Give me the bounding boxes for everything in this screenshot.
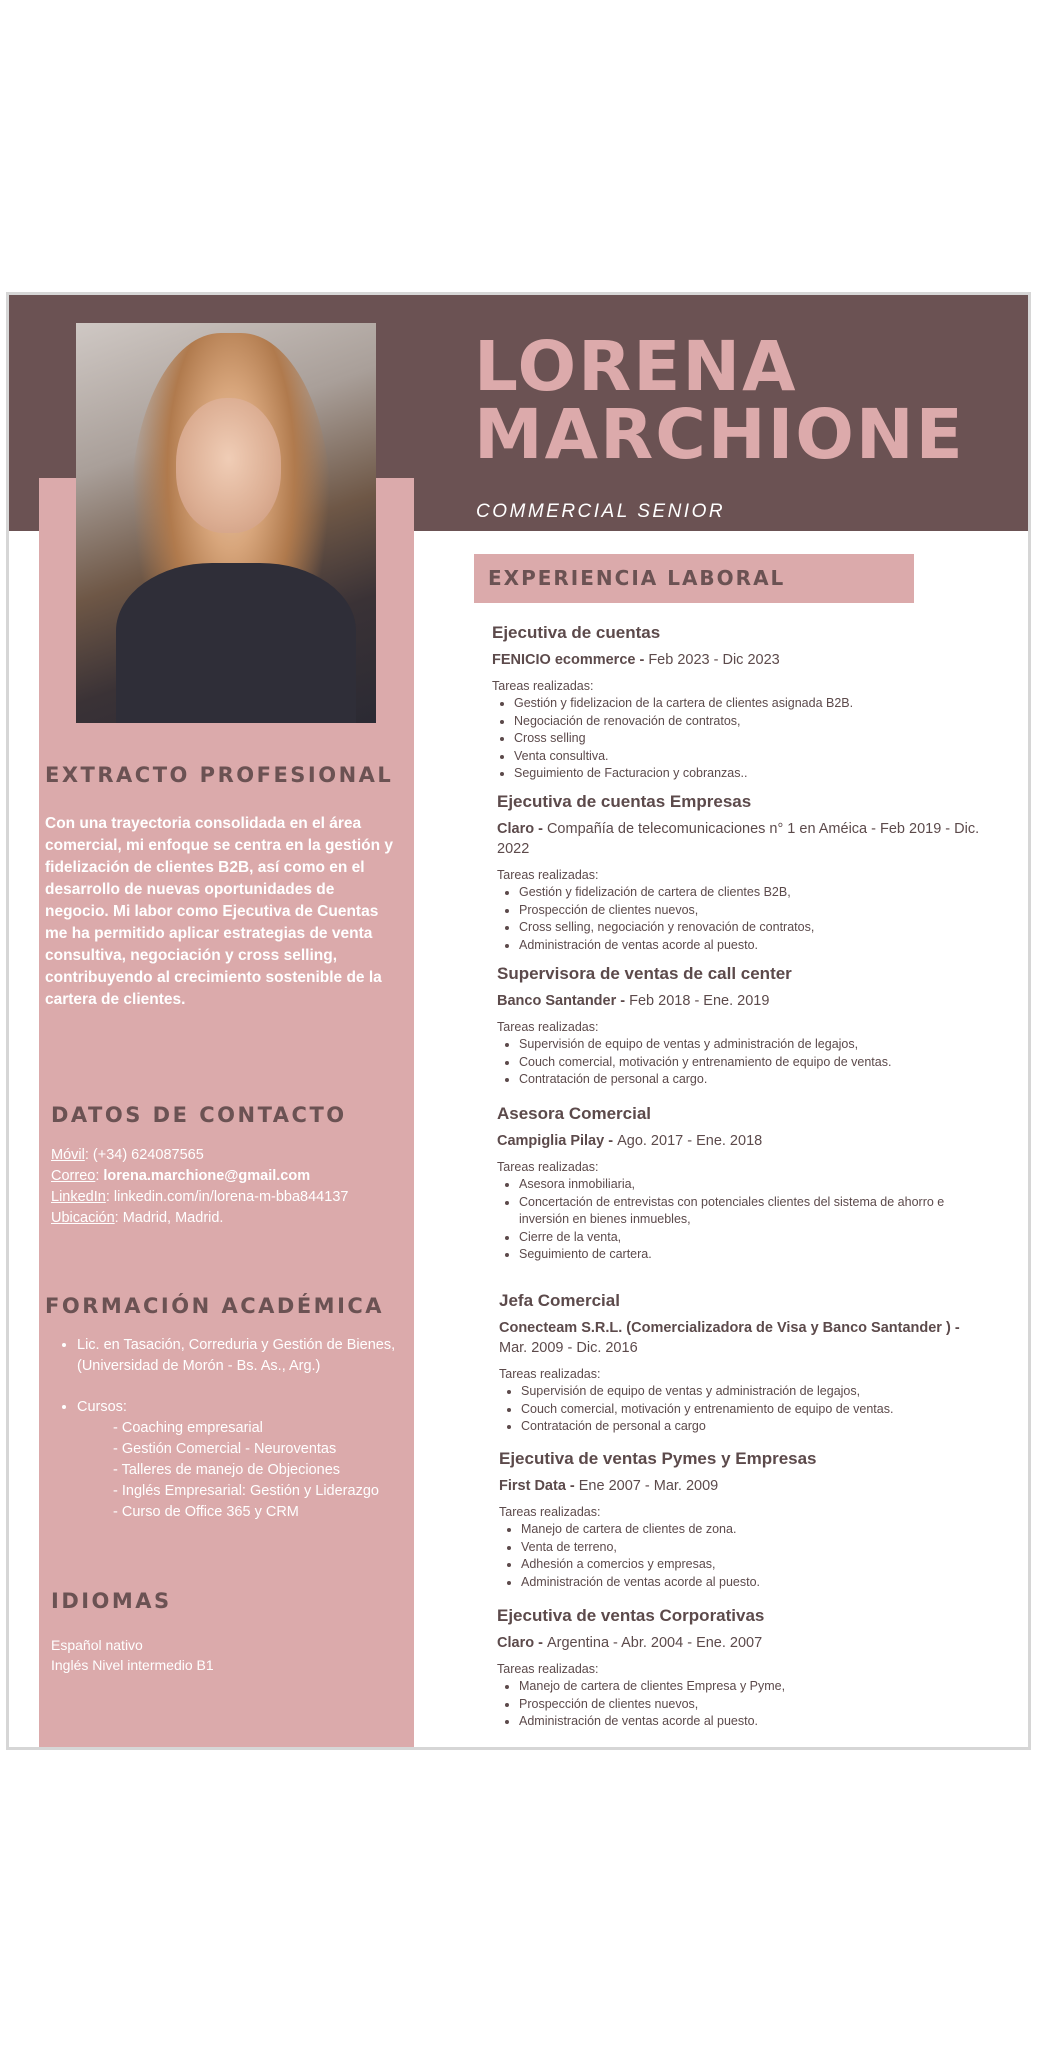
language-item: Español nativo xyxy=(51,1637,143,1653)
job-meta xyxy=(497,991,987,1011)
experience-heading: EXPERIENCIA LABORAL xyxy=(474,554,914,603)
task-item: • Venta consultiva. xyxy=(514,748,982,766)
job-period: Ene 2007 - Mar. 2009 xyxy=(578,1478,719,1494)
job-title: Ejecutiva de ventas Corporativas xyxy=(497,1606,765,1625)
resume-page xyxy=(6,292,1031,1750)
task-item: • Cierre de la venta, xyxy=(519,1229,987,1247)
job-company: First Data - xyxy=(499,1478,579,1494)
job-company: Campiglia Pilay - xyxy=(497,1133,618,1149)
job-title: Ejecutiva de cuentas xyxy=(492,623,661,642)
task-item: • Gestión y fidelizacion de la cartera de clientes asignada B2B. xyxy=(514,695,982,713)
task-item: • Manejo de cartera de clientes de zona. xyxy=(521,1521,989,1539)
task-item: • Administración de ventas acorde al puesto. xyxy=(519,1713,987,1731)
contact-email: Correo: lorena.marchione@gmail.com xyxy=(51,1168,311,1184)
education-block xyxy=(51,1335,411,1543)
first-name: LORENA xyxy=(474,327,798,407)
task-item: • Couch comercial, motivación y entrenamiento de equipo de ventas. xyxy=(519,1054,987,1072)
tasks-list xyxy=(497,1678,987,1731)
job-company: FENICIO ecommerce - xyxy=(492,652,649,668)
job-meta xyxy=(499,1476,989,1496)
job-period: Mar. 2009 - Dic. 2016 xyxy=(499,1340,638,1356)
contact-location xyxy=(51,1208,411,1229)
task-item: • Concertación de entrevistas con potenciales clientes del sistema de ahorro e inversión en bienes inmuebles, xyxy=(519,1194,987,1229)
course-item: - Curso de Office 365 y CRM xyxy=(113,1504,299,1520)
tasks-list xyxy=(499,1383,989,1436)
summary-text: Con una trayectoria consolidada en el área comercial, mi enfoque se centra en la gestión y fidelización de clientes B2B, así como en el desarrollo de nuevas oportunidades de negocio. Mi labor como Ejecutiva de Cuentas me ha permitido aplicar estrategias de venta consultiva, negociación y cross selling, contribuyendo al crecimiento sostenible de la cartera de clientes. xyxy=(45,815,394,1008)
task-item: • Venta de terreno, xyxy=(521,1539,989,1557)
job-title: Jefa Comercial xyxy=(499,1291,620,1310)
degree-item: • Lic. en Tasación, Correduria y Gestión de Bienes, (Universidad de Morón - Bs. As., Arg.) xyxy=(77,1335,411,1377)
task-item: • Prospección de clientes nuevos, xyxy=(519,902,987,920)
tasks-list xyxy=(497,1036,987,1089)
job-meta xyxy=(497,1131,987,1151)
job-entry xyxy=(492,622,982,783)
task-item: • Asesora inmobiliaria, xyxy=(519,1176,987,1194)
courses-list xyxy=(77,1418,411,1523)
task-item: • Administración de ventas acorde al puesto. xyxy=(519,937,987,955)
job-company: Banco Santander - xyxy=(497,993,630,1009)
tasks-list xyxy=(499,1521,989,1591)
mobile-value: : (+34) 624087565 xyxy=(84,1147,204,1163)
email-label: Correo xyxy=(51,1168,96,1184)
tasks-label: Tareas realizadas: xyxy=(492,679,594,693)
job-company: Claro - xyxy=(497,1635,547,1651)
job-title: Supervisora de ventas de call center xyxy=(497,964,792,983)
task-item: • Gestión y fidelización de cartera de clientes B2B, xyxy=(519,884,987,902)
languages-block xyxy=(51,1635,214,1675)
course-item: - Inglés Empresarial: Gestión y Liderazgo xyxy=(113,1483,379,1499)
task-item: • Prospección de clientes nuevos, xyxy=(519,1696,987,1714)
summary-heading: EXTRACTO PROFESIONAL xyxy=(45,763,394,787)
job-entry xyxy=(499,1448,989,1591)
job-role: COMMERCIAL SENIOR xyxy=(476,501,726,522)
task-item: • Cross selling xyxy=(514,730,982,748)
full-name xyxy=(474,327,1014,475)
job-entry xyxy=(497,1103,987,1264)
course-item: - Coaching empresarial xyxy=(113,1420,263,1436)
task-item: • Contratación de personal a cargo xyxy=(521,1418,989,1436)
job-meta xyxy=(497,819,987,859)
job-title: Asesora Comercial xyxy=(497,1104,652,1123)
contact-linkedin xyxy=(51,1187,411,1208)
task-item: • Adhesión a comercios y empresas, xyxy=(521,1556,989,1574)
linkedin-value[interactable]: : linkedin.com/in/lorena-m-bba844137 xyxy=(105,1189,349,1205)
job-meta xyxy=(492,650,982,670)
courses-item xyxy=(77,1397,411,1523)
job-period: Ago. 2017 - Ene. 2018 xyxy=(617,1133,763,1149)
tasks-label: Tareas realizadas: xyxy=(497,1020,599,1034)
task-item: • Supervisión de equipo de ventas y administración de legajos, xyxy=(519,1036,987,1054)
task-item: • Administración de ventas acorde al puesto. xyxy=(521,1574,989,1592)
job-period: Feb 2023 - Dic 2023 xyxy=(648,652,780,668)
job-title: Ejecutiva de ventas Pymes y Empresas xyxy=(499,1449,817,1468)
task-item: • Manejo de cartera de clientes Empresa y Pyme, xyxy=(519,1678,987,1696)
contact-block xyxy=(51,1145,411,1229)
course-item: - Talleres de manejo de Objeciones xyxy=(113,1462,341,1478)
job-meta xyxy=(497,1633,987,1653)
last-name: MARCHIONE xyxy=(474,395,965,475)
mobile-label: Móvil xyxy=(51,1147,85,1163)
task-item: • Couch comercial, motivación y entrenamiento de equipo de ventas. xyxy=(521,1401,989,1419)
linkedin-label: LinkedIn xyxy=(51,1189,106,1205)
tasks-label: Tareas realizadas: xyxy=(499,1505,601,1519)
job-period: Compañía de telecomunicaciones n° 1 en Améica - Feb 2019 - Dic. 2022 xyxy=(497,821,980,857)
tasks-label: Tareas realizadas: xyxy=(497,1662,599,1676)
task-item: • Supervisión de equipo de ventas y administración de legajos, xyxy=(521,1383,989,1401)
job-period: Argentina - Abr. 2004 - Ene. 2007 xyxy=(546,1635,763,1651)
job-entry xyxy=(497,791,987,954)
location-value: : Madrid, Madrid. xyxy=(114,1210,224,1226)
job-company: Claro - xyxy=(497,821,547,837)
tasks-list xyxy=(497,884,987,954)
task-item: • Cross selling, negociación y renovación de contratos, xyxy=(519,919,987,937)
tasks-list xyxy=(492,695,982,783)
courses-label: Cursos: xyxy=(77,1399,127,1415)
job-entry xyxy=(497,963,987,1089)
task-item: • Seguimiento de Facturacion y cobranzas.. xyxy=(514,765,982,783)
job-entry xyxy=(497,1605,987,1731)
task-item: • Seguimiento de cartera. xyxy=(519,1246,987,1264)
course-item: - Gestión Comercial - Neuroventas xyxy=(113,1441,337,1457)
tasks-label: Tareas realizadas: xyxy=(497,868,599,882)
tasks-label: Tareas realizadas: xyxy=(499,1367,601,1381)
tasks-list xyxy=(497,1176,987,1264)
contact-heading: DATOS DE CONTACTO xyxy=(51,1103,347,1127)
job-title: Ejecutiva de cuentas Empresas xyxy=(497,792,752,811)
task-item: • Contratación de personal a cargo. xyxy=(519,1071,987,1089)
location-label: Ubicación xyxy=(51,1210,115,1226)
tasks-label: Tareas realizadas: xyxy=(497,1160,599,1174)
job-meta xyxy=(499,1318,989,1358)
contact-mobile xyxy=(51,1145,411,1166)
job-period: Feb 2018 - Ene. 2019 xyxy=(629,993,770,1009)
profile-photo xyxy=(76,323,376,723)
language-item: Inglés Nivel intermedio B1 xyxy=(51,1657,214,1673)
job-entry xyxy=(499,1290,989,1436)
education-heading: FORMACIÓN ACADÉMICA xyxy=(45,1294,385,1318)
job-company: Conecteam S.R.L. (Comercializadora de Visa y Banco Santander ) - xyxy=(499,1320,960,1336)
task-item: • Negociación de renovación de contratos, xyxy=(514,713,982,731)
email-value[interactable]: lorena.marchione@gmail.com xyxy=(103,1168,311,1184)
languages-heading: IDIOMAS xyxy=(51,1589,172,1613)
